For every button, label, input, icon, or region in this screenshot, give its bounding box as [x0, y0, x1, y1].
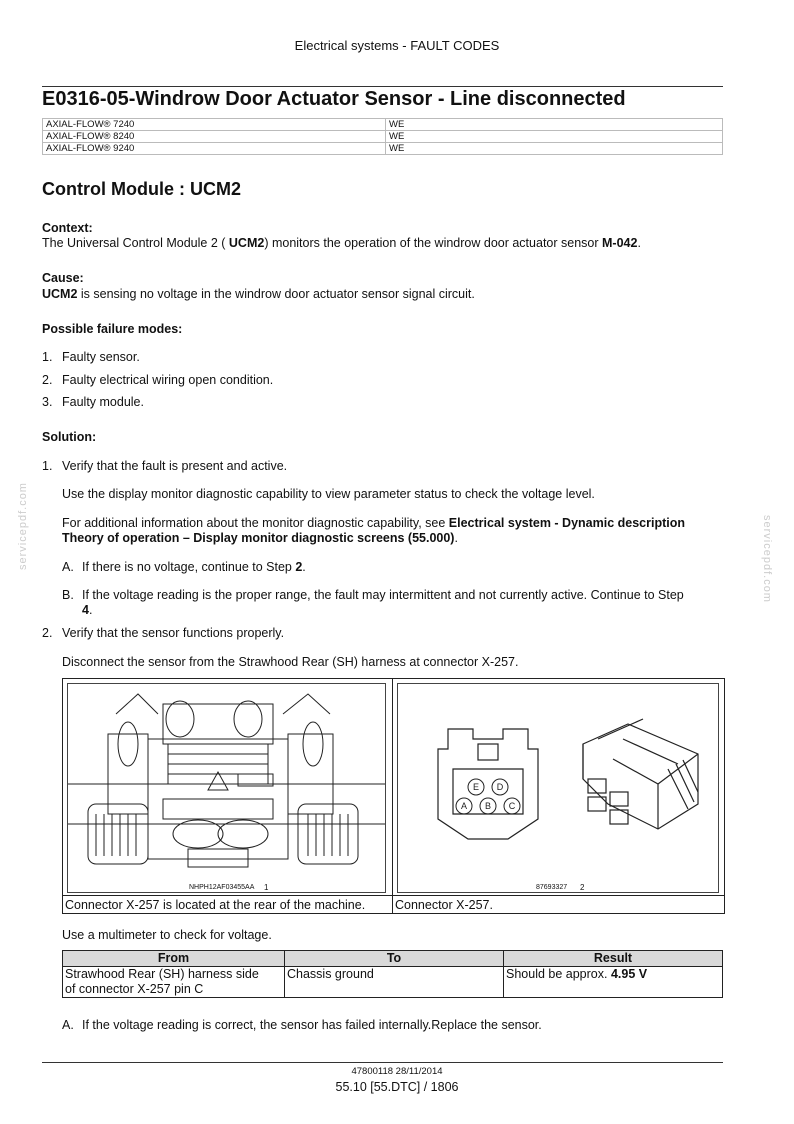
- footer-rule: [42, 1062, 723, 1063]
- figure-caption-1: Connector X-257 is located at the rear of the machine.: [63, 895, 392, 914]
- cause-text: UCM2 is sensing no voltage in the windrow door actuator sensor signal circuit.: [42, 287, 475, 301]
- figure-number-2: 2: [580, 883, 585, 892]
- connector-illustration: [397, 683, 719, 893]
- page-header: Electrical systems - FAULT CODES: [294, 38, 500, 53]
- figure-table: [62, 678, 725, 914]
- model-cell: AXIAL-FLOW® 7240: [43, 119, 386, 131]
- column-header: To: [285, 951, 504, 967]
- figure-cell-machine: [63, 679, 393, 913]
- header-rule: [42, 86, 723, 87]
- cause-label: Cause:: [42, 271, 84, 285]
- combine-rear-view: [68, 684, 385, 892]
- solution-reference-cont: Theory of operation – Display monitor diagnostic screens (55.000).: [62, 531, 458, 545]
- column-header: From: [63, 951, 285, 967]
- control-module-heading: Control Module : UCM2: [42, 179, 241, 199]
- figure-ref-1: NHPH12AF03455AA: [189, 884, 255, 891]
- substep-a: A. If there is no voltage, continue to Step 2.: [62, 560, 306, 574]
- region-cell: WE: [386, 119, 723, 131]
- list-item: 1. Faulty sensor.: [42, 350, 140, 364]
- figure-number-1: 1: [264, 883, 269, 892]
- context-label: Context:: [42, 221, 93, 235]
- figure-cell-connector: [393, 679, 724, 913]
- solution-paragraph: Use a multimeter to check for voltage.: [62, 928, 272, 942]
- figure-caption-2: Connector X-257.: [393, 895, 724, 914]
- list-item: 3. Faulty module.: [42, 395, 144, 409]
- footer-doc-id: 47800118 28/11/2014: [351, 1066, 443, 1077]
- measurement-table: [62, 950, 723, 998]
- failure-modes-label: Possible failure modes:: [42, 322, 183, 336]
- table-row: [43, 131, 723, 143]
- solution-paragraph: Disconnect the sensor from the Strawhood Rear (SH) harness at connector X-257.: [62, 655, 519, 669]
- solution-step-1: 1. Verify that the fault is present and active.: [42, 459, 288, 473]
- to-cell: Chassis ground: [285, 967, 504, 998]
- solution-reference: For additional information about the monitor diagnostic capability, see Electrical system - Dynamic description: [62, 516, 686, 530]
- model-cell: AXIAL-FLOW® 8240: [43, 131, 386, 143]
- region-cell: WE: [386, 143, 723, 155]
- footer-page-number: 55.10 [55.DTC] / 1806: [335, 1080, 459, 1094]
- solution-paragraph: Use the display monitor diagnostic capability to view parameter status to check the voltage level.: [62, 487, 595, 501]
- from-cell: Strawhood Rear (SH) harness side of connector X-257 pin C: [63, 967, 285, 998]
- watermark-right: servicepdf.com: [761, 515, 773, 603]
- substep-b-cont: 4.: [82, 603, 93, 617]
- watermark-left: servicepdf.com: [17, 482, 29, 570]
- result-cell: Should be approx. 4.95 V: [504, 967, 723, 998]
- connector-x257-diagram: [398, 684, 718, 892]
- model-cell: AXIAL-FLOW® 9240: [43, 143, 386, 155]
- table-row: [63, 967, 723, 998]
- pin-d-label: D: [496, 782, 504, 792]
- machine-rear-illustration: [67, 683, 386, 893]
- pin-a-label: A: [460, 801, 468, 811]
- table-row: [43, 119, 723, 131]
- page-title: E0316-05-Windrow Door Actuator Sensor - Line disconnected: [42, 88, 626, 110]
- substep-b: B. If the voltage reading is the proper range, the fault may intermittent and not currently active. Continue to Step: [62, 588, 684, 602]
- solution-label: Solution:: [42, 430, 97, 444]
- table-row: [43, 143, 723, 155]
- pin-c-label: C: [508, 801, 516, 811]
- pin-e-label: E: [472, 782, 480, 792]
- context-text: The Universal Control Module 2 ( UCM2) monitors the operation of the windrow door actuator sensor M-042.: [42, 236, 641, 250]
- table-header-row: [63, 951, 723, 967]
- column-header: Result: [504, 951, 723, 967]
- model-table: [42, 118, 723, 155]
- pin-b-label: B: [484, 801, 492, 811]
- figure-ref-2: 87693327: [536, 884, 568, 891]
- region-cell: WE: [386, 131, 723, 143]
- list-item: 2. Faulty electrical wiring open condition.: [42, 373, 274, 387]
- final-step: A. If the voltage reading is correct, the sensor has failed internally.Replace the sensor.: [62, 1018, 542, 1032]
- solution-step-2: 2. Verify that the sensor functions properly.: [42, 626, 285, 640]
